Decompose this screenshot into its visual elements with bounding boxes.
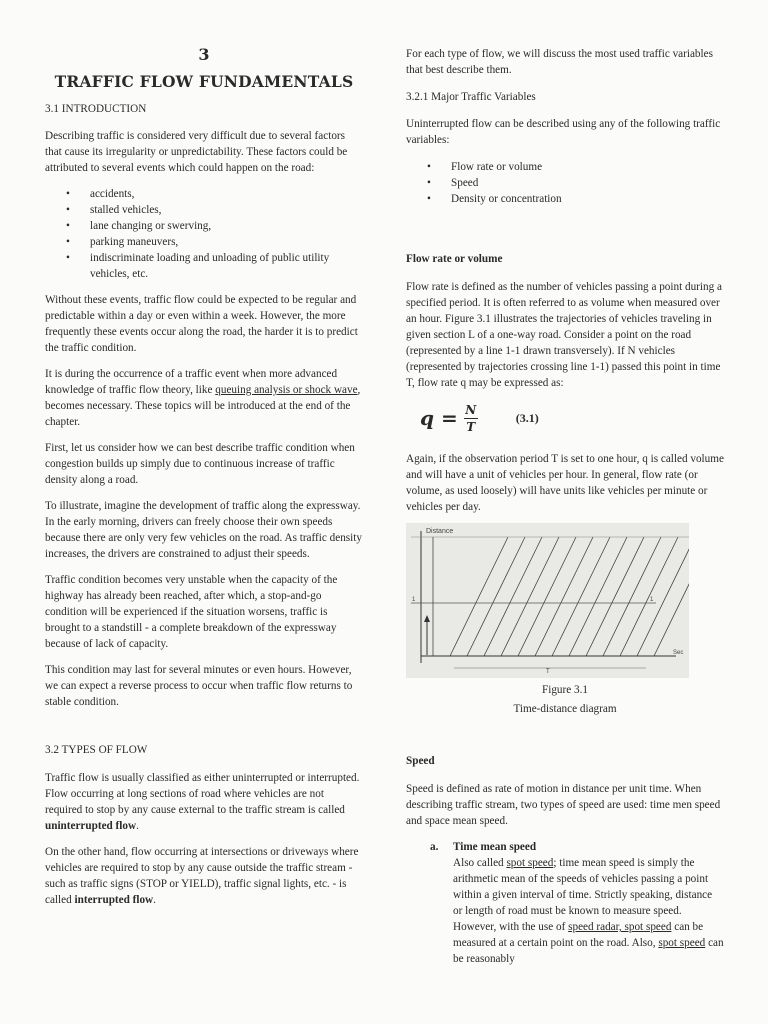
vehicle-trajectory <box>484 537 542 656</box>
flow-rate-heading: Flow rate or volume <box>406 253 503 265</box>
list-item: • Flow rate or volume <box>406 159 724 175</box>
line-label-left: 1 <box>412 597 416 603</box>
speed-radar-link[interactable]: speed radar, spot speed <box>568 921 672 933</box>
paragraph: Without these events, traffic flow could be expected to be regular and predictable within a day or even within a week. However, the more frequently these events occur along the road, the harder it is to predict the traffic condition. <box>45 294 358 354</box>
left-column <box>45 0 363 918</box>
list-item: • Speed <box>406 175 724 191</box>
list-item: • stalled vehicles, <box>45 202 363 218</box>
section-3-2-1-heading: 3.2.1 Major Traffic Variables <box>406 91 536 103</box>
time-distance-figure <box>406 523 689 678</box>
chapter-title: TRAFFIC FLOW FUNDAMENTALS <box>54 72 354 91</box>
vehicle-trajectory <box>552 537 610 656</box>
paragraph: Flow rate is defined as the number of vehicles passing a point during a specified period. It is often referred to as volume when measured over an hour. Figure 3.1 illustrates the trajectories of vehicles traveling in given section L of a one-way road. Consider a point on the road (represented by a line 1-1 drawn transversely). If N vehicles (represented by trajectories crossing line 1-1) passed this point in time T, flow rate q may be expressed as: <box>406 281 722 389</box>
vehicle-trajectory <box>620 537 678 656</box>
formula-denominator: T <box>466 419 476 434</box>
t-label: T <box>546 669 550 675</box>
right-column <box>406 0 724 967</box>
intro-paragraph: Describing traffic is considered very difficult due to several factors that cause its irregularity or unpredictability. These factors could be attributed to several events which could happen on the road: <box>45 130 348 174</box>
text: , becomes necessary. These topics will be introduced at the end of the chapter. <box>45 384 361 428</box>
vehicle-trajectory <box>654 537 689 656</box>
paragraph: Uninterrupted flow can be described using any of the following traffic variables: <box>406 118 721 146</box>
item-text <box>453 855 724 967</box>
caption-number: Figure 3.1 <box>542 684 588 696</box>
list-item: • Density or concentration <box>406 191 724 207</box>
paragraph: First, let us consider how we can best describe traffic condition when congestion builds up simply due to continuous increase of traffic density along a road. <box>45 442 355 486</box>
vehicle-trajectory <box>518 537 576 656</box>
list-item: • lane changing or swerving, <box>45 218 363 234</box>
variables-list <box>406 159 724 207</box>
paragraph: For each type of flow, we will discuss the most used traffic variables that best describe them. <box>406 48 713 76</box>
paragraph: Traffic condition becomes very unstable when the capacity of the highway has already been reached, after which, a stop-and-go condition will be experienced if the situation worsens, traffic is brought to a standstill - a complete breakdown of the expressway because of lack of capacity. <box>45 574 338 650</box>
text: ; time mean speed is simply the arithmetic mean of the speeds of vehicles passing a point within a given interval of time. Strictly speaking, distance or length of road must be known to measure speed. However, with the use of <box>453 857 713 933</box>
event-list <box>45 186 363 282</box>
item-title: Time mean speed <box>453 841 537 853</box>
vehicle-trajectory <box>586 537 644 656</box>
paragraph <box>45 844 363 908</box>
uninterrupted-flow-term: uninterrupted flow <box>45 820 137 832</box>
formula-numerator: N <box>465 402 477 417</box>
paragraph <box>45 366 363 430</box>
axis-x-label: Sec <box>673 650 684 656</box>
fraction-bar <box>464 418 478 419</box>
vehicle-trajectory <box>501 537 559 656</box>
text: can be measured at a certain point on the road. Also, <box>453 921 704 949</box>
equation-number: (3.1) <box>515 411 539 425</box>
spot-speed-link[interactable]: spot speed <box>658 937 706 949</box>
vehicle-trajectory <box>535 537 593 656</box>
text: . <box>136 820 139 832</box>
interrupted-flow-term: interrupted flow <box>74 894 154 906</box>
text: can be reasonably <box>453 937 724 965</box>
section-3-2-heading: 3.2 TYPES OF FLOW <box>45 744 148 756</box>
figure-caption <box>406 681 724 719</box>
paragraph: Speed is defined as rate of motion in distance per unit time. When describing traffic stream, two types of speed are used: time men speed and space mean speed. <box>406 783 721 827</box>
text: Also called <box>453 857 507 869</box>
queuing-analysis-link[interactable]: queuing analysis or shock wave <box>215 384 358 396</box>
paragraph: To illustrate, imagine the development of traffic along the expressway. In the early morning, drivers can freely choose their own speeds because there are only very few vehicles on the road. As traffic density increases, the drivers are constrained to adjust their speeds. <box>45 500 362 560</box>
line-label: 1 <box>650 597 654 603</box>
spot-speed-link[interactable]: spot speed <box>506 857 554 869</box>
text: Traffic flow is usually classified as either uninterrupted or interrupted. Flow occurring at long sections of road where vehicles are not required to stop by any cause external to the traffic stream is called <box>45 772 360 816</box>
formula-fraction <box>464 403 478 434</box>
arrow-head <box>424 615 430 622</box>
time-distance-diagram <box>406 523 689 678</box>
paragraph: Again, if the observation period T is set to one hour, q is called volume and will have a unit of vehicles per hour. In general, flow rate (or volume, as used loosely) will have units like vehicles per minute or vehicles per day. <box>406 453 724 513</box>
time-mean-speed-item <box>406 839 724 967</box>
chapter-number: 3 <box>198 45 210 64</box>
vehicle-trajectory <box>569 537 627 656</box>
list-item: • accidents, <box>45 186 363 202</box>
paragraph <box>45 770 363 834</box>
list-item: • indiscriminate loading and unloading of public utility vehicles, etc. <box>45 250 363 282</box>
text: It is during the occurrence of a traffic event when more advanced knowledge of traffic flow theory, like <box>45 368 338 396</box>
caption-title: Time-distance diagram <box>513 703 617 715</box>
item-label: a. <box>430 841 439 853</box>
axis-y-label: Distance <box>426 528 454 535</box>
paragraph: This condition may last for several minutes or even hours. However, we can expect a reverse process to occur when traffic flow returns to stable condition. <box>45 664 353 708</box>
text: On the other hand, flow occurring at intersections or driveways where vehicles are required to stop by any cause outside the traffic stream - such as traffic signs (STOP or YIELD), traffic signal lights, etc. - is called <box>45 846 359 906</box>
list-item: • parking maneuvers, <box>45 234 363 250</box>
formula-lhs: q = <box>420 406 458 430</box>
flow-rate-formula <box>420 395 724 441</box>
speed-heading: Speed <box>406 755 435 767</box>
vehicle-trajectory <box>467 537 525 656</box>
vehicle-trajectory <box>450 537 508 656</box>
text: . <box>153 894 156 906</box>
section-3-1-heading: 3.1 INTRODUCTION <box>45 103 147 115</box>
